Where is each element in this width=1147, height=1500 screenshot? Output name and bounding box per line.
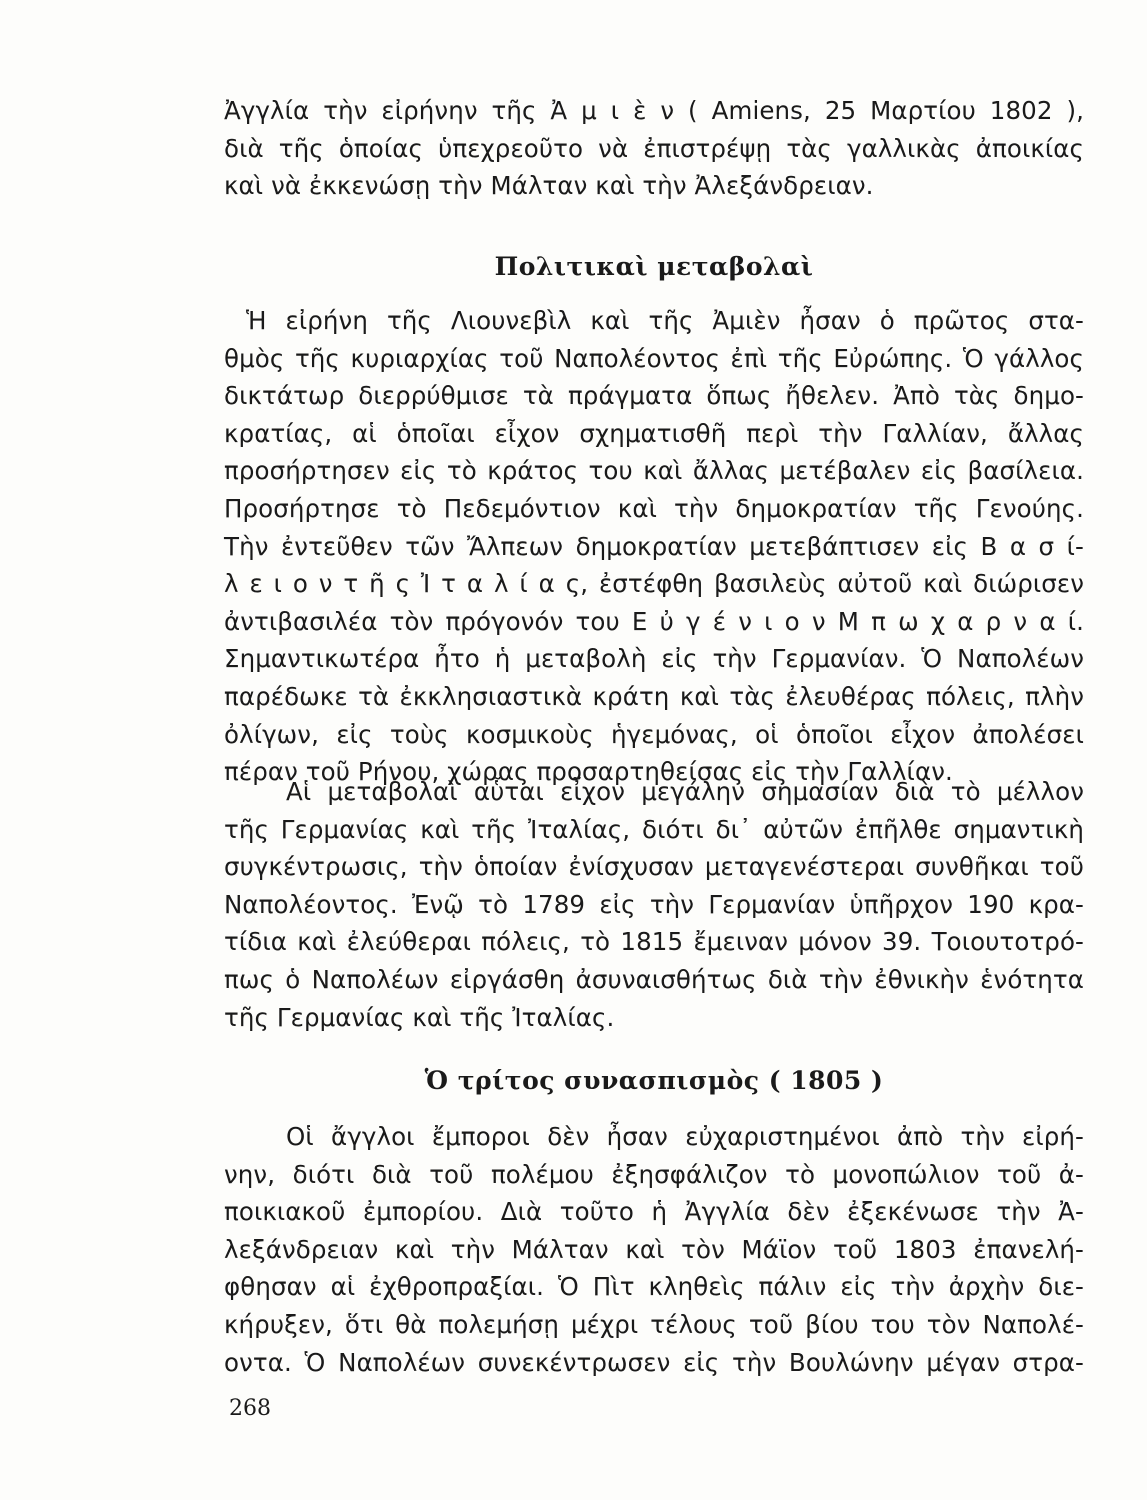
text-line: ὀλίγων, εἰς τοὺς κοσμικοὺς ἡγεμόνας, οἱ ὁποῖοι εἶχον ἀπολέσει — [224, 719, 1084, 749]
section2-paragraph-1 — [224, 1118, 1084, 1381]
text-line: συγκέντρωσις, τὴν ὁποίαν ἐνίσχυσαν μεταγενέστεραι συνθῆκαι τοῦ — [224, 852, 1084, 882]
text-line: νην, διότι διὰ τοῦ πολέμου ἐξησφάλιζον τὸ μονοπώλιον τοῦ ἀ- — [224, 1159, 1084, 1189]
text-line: κρατίας, αἱ ὁποῖαι εἶχον σχηματισθῆ περὶ τὴν Γαλλίαν, ἄλλας — [224, 418, 1084, 448]
text-line: Τὴν ἐντεῦθεν τῶν Ἄλπεων δημοκρατίαν μετεβάπτισεν εἰς Β α σ ί- — [224, 531, 1084, 561]
text-line: πέραν τοῦ Ρήνου, χώρας προσαρτηθείσας εἰς τὴν Γαλλίαν. — [224, 757, 953, 787]
text-line: προσήρτησεν εἰς τὸ κράτος του καὶ ἄλλας μετέβαλεν εἰς βασίλεια. — [224, 456, 1084, 486]
intro-paragraph — [224, 92, 1084, 205]
section-heading-third-coalition: Ὁ τρίτος συνασπισμὸς ( 1805 ) — [424, 1066, 884, 1095]
text-line: ποικιακοῦ ἐμπορίου. Διὰ τοῦτο ἡ Ἀγγλία δὲν ἐξεκένωσε τὴν Ἀ- — [224, 1197, 1084, 1227]
text-line: τῆς Γερμανίας καὶ τῆς Ἰταλίας, διότι δι᾽ αὐτῶν ἐπῆλθε σημαντικὴ — [224, 814, 1084, 844]
text-line: οντα. Ὁ Ναπολέων συνεκέντρωσεν εἰς τὴν Βουλώνην μέγαν στρα- — [224, 1347, 1084, 1377]
page-number: 268 — [229, 1396, 271, 1421]
section-heading-political-changes: Πολιτικαὶ μεταβολαὶ — [494, 252, 814, 281]
text-line: θμὸς τῆς κυριαρχίας τοῦ Ναπολέοντος ἐπὶ τῆς Εὐρώπης. Ὁ γάλλος — [224, 343, 1084, 373]
text-line: καὶ νὰ ἐκκενώσῃ τὴν Μάλταν καὶ τὴν Ἀλεξάνδρειαν. — [224, 171, 874, 201]
text-line: Οἱ ἄγγλοι ἔμποροι δὲν ἦσαν εὐχαριστημένοι ἀπὸ τὴν εἰρή- — [286, 1122, 1084, 1151]
text-line: Προσήρτησε τὸ Πεδεμόντιον καὶ τὴν δημοκρατίαν τῆς Γενούης. — [224, 493, 1084, 523]
text-line: κήρυξεν, ὅτι θὰ πολεμήσῃ μέχρι τέλους τοῦ βίου του τὸν Ναπολέ- — [224, 1309, 1084, 1339]
text-line: Ἀγγλία τὴν εἰρήνην τῆς Ἀ μ ι ὲ ν ( Amiens, 25 Μαρτίου 1802 ), — [224, 96, 1084, 125]
text-line: πως ὁ Ναπολέων εἰργάσθη ἀσυναισθήτως διὰ τὴν ἐθνικὴν ἑνότητα — [224, 964, 1084, 994]
text-line: Αἱ μεταβολαὶ αὗται εἶχον μεγάλην σημασίαν διὰ τὸ μέλλον — [286, 777, 1084, 806]
text-line: δικτάτωρ διερρύθμισε τὰ πράγματα ὅπως ἤθελεν. Ἀπὸ τὰς δημο- — [224, 381, 1084, 411]
text-line: λ ε ι ο ν τ ῆ ς Ἰ τ α λ ί α ς, ἐστέφθη βασιλεὺς αὐτοῦ καὶ διώρισεν — [224, 569, 1084, 599]
text-line: παρέδωκε τὰ ἐκκλησιαστικὰ κράτη καὶ τὰς ἐλευθέρας πόλεις, πλὴν — [224, 681, 1084, 711]
text-line: Ναπολέοντος. Ἐνῷ τὸ 1789 εἰς τὴν Γερμανίαν ὑπῆρχον 190 κρα- — [224, 889, 1084, 919]
text-line: τῆς Γερμανίας καὶ τῆς Ἰταλίας. — [224, 1002, 615, 1032]
text-line: Σημαντικωτέρα ἦτο ἡ μεταβολὴ εἰς τὴν Γερμανίαν. Ὁ Ναπολέων — [224, 644, 1084, 674]
section1-paragraph-1 — [224, 302, 1084, 791]
text-line: διὰ τῆς ὁποίας ὑπεχρεοῦτο νὰ ἐπιστρέψῃ τὰς γαλλικὰς ἀποικίας — [224, 133, 1084, 163]
section1-paragraph-2 — [224, 773, 1084, 1036]
text-line: τίδια καὶ ἐλεύθεραι πόλεις, τὸ 1815 ἔμειναν μόνον 39. Τοιουτοτρό- — [224, 927, 1084, 957]
text-line: Ἡ εἰρήνη τῆς Λιουνεβὶλ καὶ τῆς Ἀμιὲν ἦσαν ὁ πρῶτος στα- — [246, 306, 1084, 335]
text-line: ἀντιβασιλέα τὸν πρόγονόν του Ε ὐ γ έ ν ι ο ν Μ π ω χ α ρ ν α ί. — [224, 606, 1084, 636]
text-line: φθησαν αἱ ἐχθροπραξίαι. Ὁ Πὶτ κληθεὶς πάλιν εἰς τὴν ἀρχὴν διε- — [224, 1272, 1084, 1302]
text-line: λεξάνδρειαν καὶ τὴν Μάλταν καὶ τὸν Μάϊον τοῦ 1803 ἐπανελή- — [224, 1234, 1084, 1264]
